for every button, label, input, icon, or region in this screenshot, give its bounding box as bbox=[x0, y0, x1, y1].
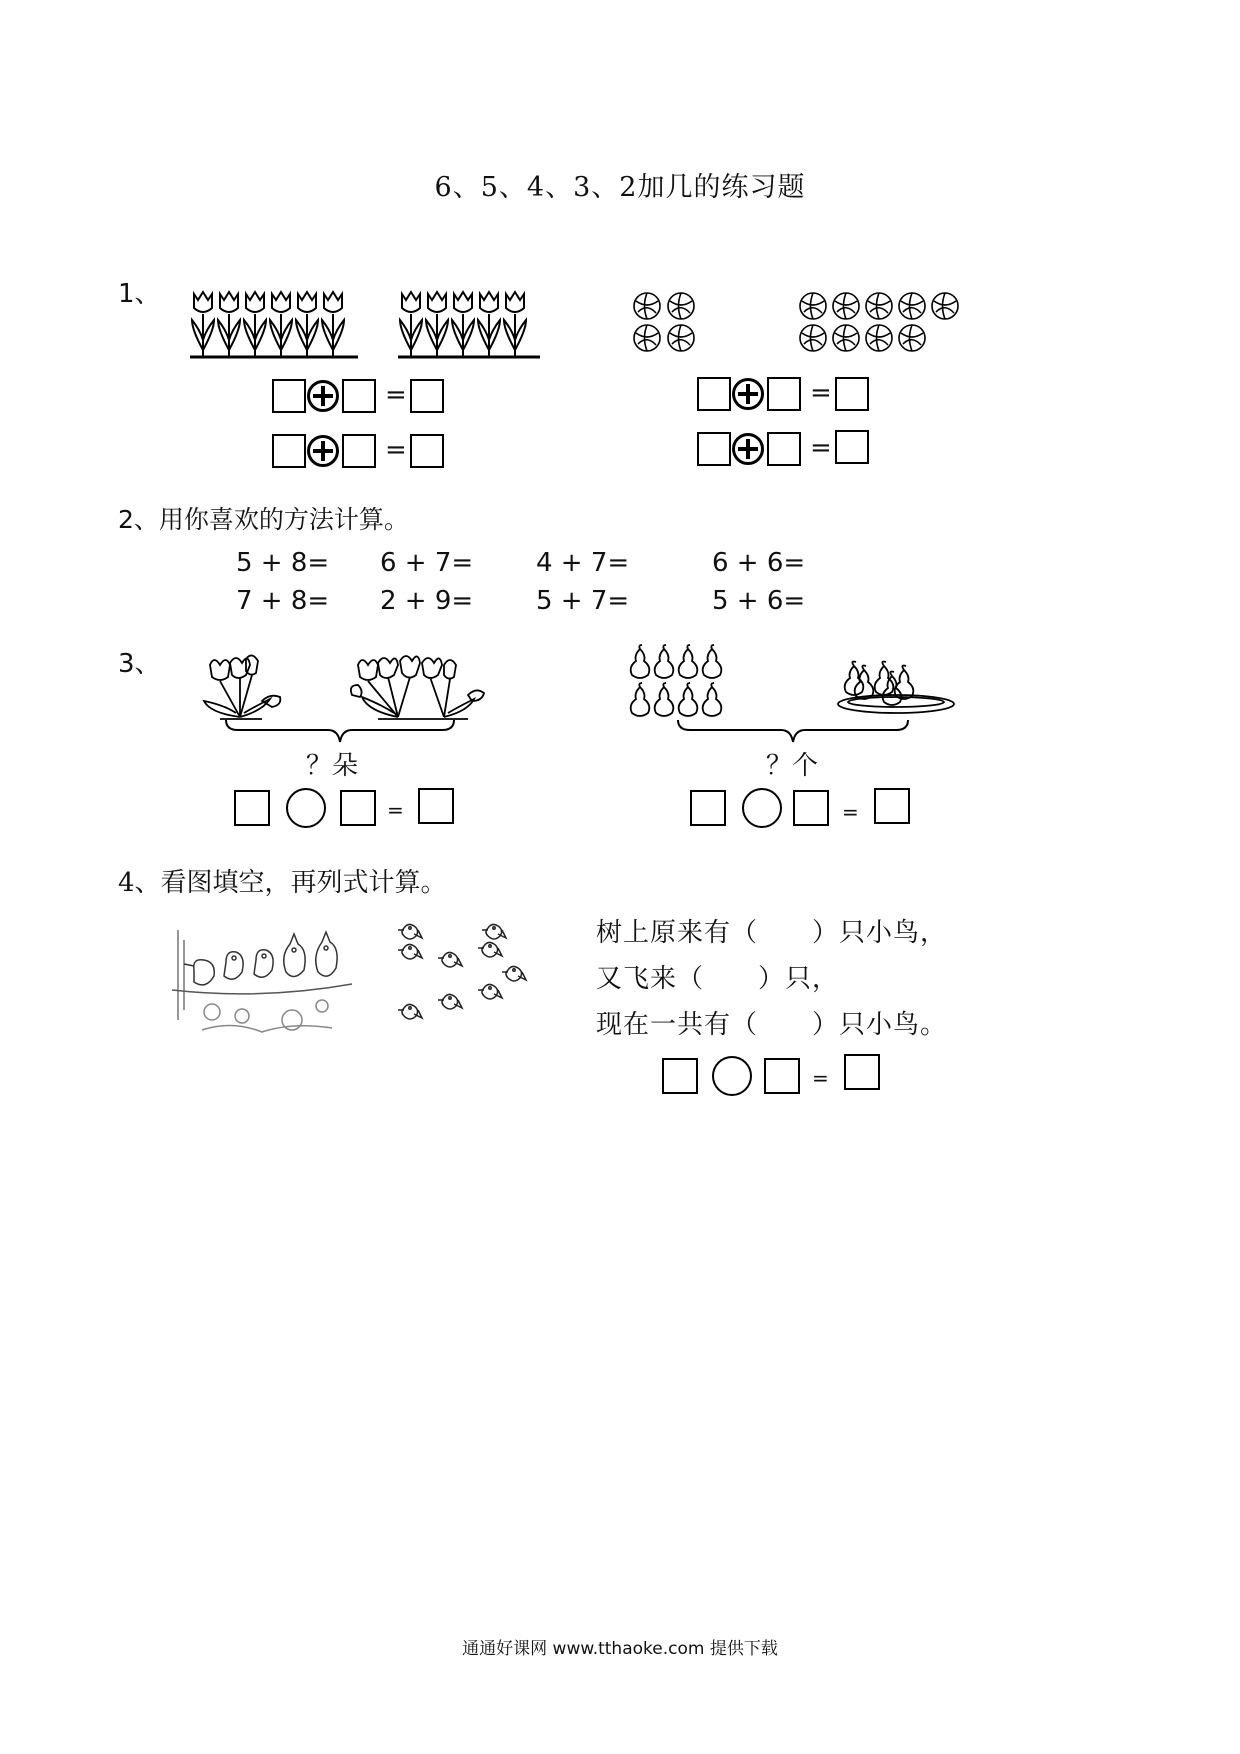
answer-box[interactable] bbox=[767, 432, 801, 466]
tulip-group-5-icon bbox=[398, 290, 543, 360]
tulip-group-6-icon bbox=[190, 290, 360, 360]
answer-box[interactable] bbox=[342, 434, 376, 468]
page-title: 6、5、4、3、2加几的练习题 bbox=[434, 172, 806, 203]
calc-item: 2 + 9= bbox=[380, 586, 474, 616]
calc-item: 7 + 8= bbox=[236, 586, 330, 616]
answer-box[interactable] bbox=[767, 377, 801, 411]
operator-circle[interactable] bbox=[712, 1056, 752, 1096]
answer-box[interactable] bbox=[662, 1058, 698, 1094]
calc-item: 5 + 8= bbox=[236, 548, 330, 578]
plus-circle-icon bbox=[307, 380, 339, 412]
calc-item: 5 + 6= bbox=[712, 586, 806, 616]
calc-item: 5 + 7= bbox=[536, 586, 630, 616]
equals-sign: = bbox=[812, 1066, 829, 1090]
answer-box[interactable] bbox=[272, 434, 306, 468]
answer-box[interactable] bbox=[234, 790, 270, 826]
answer-box[interactable] bbox=[835, 430, 869, 464]
plate-pears-icon bbox=[836, 660, 956, 716]
q3-right-label: ？个 bbox=[766, 751, 819, 781]
answer-box[interactable] bbox=[340, 790, 376, 826]
answer-box[interactable] bbox=[418, 788, 454, 824]
equals-sign: = bbox=[385, 435, 407, 465]
answer-box[interactable] bbox=[342, 379, 376, 413]
q1-number: 1、 bbox=[118, 279, 161, 309]
equals-sign: = bbox=[810, 433, 832, 463]
answer-box[interactable] bbox=[874, 788, 910, 824]
birds-on-branch-icon bbox=[172, 920, 362, 1038]
flying-birds-icon bbox=[398, 918, 544, 1038]
equals-sign: = bbox=[810, 378, 832, 408]
q4-line-3: 现在一共有（ ）只小鸟。 bbox=[596, 1010, 948, 1040]
answer-box[interactable] bbox=[272, 379, 306, 413]
q3-number: 3、 bbox=[118, 649, 161, 679]
operator-circle[interactable] bbox=[286, 788, 326, 828]
volleyball-group-4-icon bbox=[632, 291, 707, 353]
calc-item: 6 + 6= bbox=[712, 548, 806, 578]
plus-circle-icon bbox=[732, 378, 764, 410]
answer-box[interactable] bbox=[410, 434, 444, 468]
equals-sign: = bbox=[387, 798, 404, 822]
answer-box[interactable] bbox=[764, 1058, 800, 1094]
volleyball-group-9-icon bbox=[798, 291, 973, 353]
answer-box[interactable] bbox=[690, 790, 726, 826]
brace-icon bbox=[676, 718, 910, 744]
operator-circle[interactable] bbox=[742, 788, 782, 828]
q4-heading: 4、看图填空，再列式计算。 bbox=[118, 868, 447, 898]
equals-sign: = bbox=[842, 800, 859, 824]
q3-left-label: ？朵 bbox=[306, 751, 359, 781]
q2-heading: 2、用你喜欢的方法计算。 bbox=[118, 505, 409, 534]
pear-group-icon bbox=[628, 645, 728, 720]
plus-circle-icon bbox=[307, 435, 339, 467]
answer-box[interactable] bbox=[844, 1054, 880, 1090]
calc-item: 4 + 7= bbox=[536, 548, 630, 578]
equals-sign: = bbox=[385, 380, 407, 410]
calc-item: 6 + 7= bbox=[380, 548, 474, 578]
brace-icon bbox=[224, 718, 456, 744]
footer-credit: 通通好课网 www.tthaoke.com 提供下载 bbox=[462, 1639, 778, 1659]
answer-box[interactable] bbox=[697, 377, 731, 411]
answer-box[interactable] bbox=[410, 379, 444, 413]
answer-box[interactable] bbox=[835, 377, 869, 411]
answer-box[interactable] bbox=[697, 432, 731, 466]
answer-box[interactable] bbox=[793, 790, 829, 826]
plus-circle-icon bbox=[732, 433, 764, 465]
q4-line-1: 树上原来有（ ）只小鸟， bbox=[596, 918, 948, 948]
q4-line-2: 又飞来（ ）只， bbox=[596, 964, 840, 994]
